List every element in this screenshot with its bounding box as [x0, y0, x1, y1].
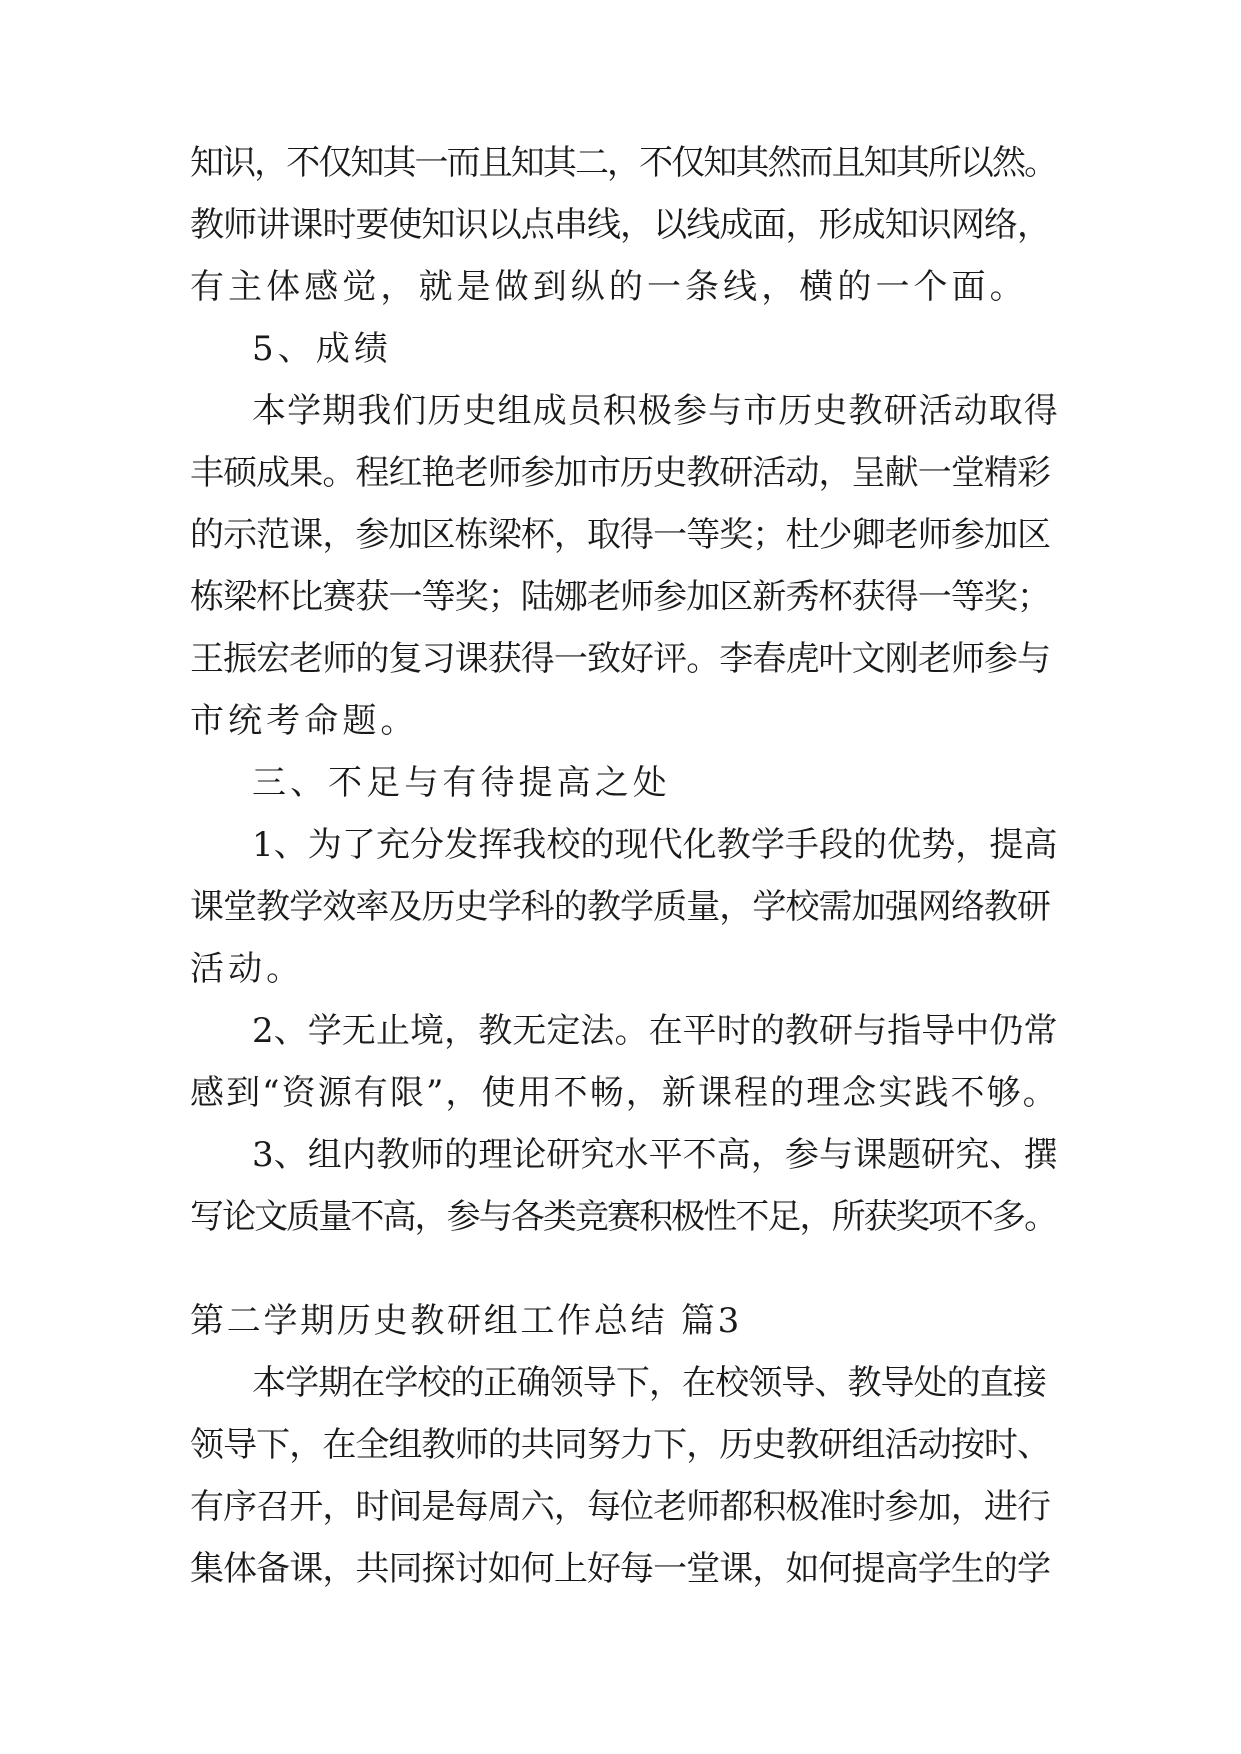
text-line: 活动。	[190, 949, 305, 989]
text-line: 集体备课，共同探讨如何上好每一堂课，如何提高学生的学	[190, 1549, 1051, 1589]
text-line: 栋梁杯比赛获一等奖；陆娜老师参加区新秀杯获得一等奖；	[190, 577, 1051, 617]
article-title: 第二学期历史教研组工作总结 篇3	[190, 1301, 742, 1341]
section-heading: 三、不足与有待提高之处	[252, 763, 671, 803]
text-line: 知识，不仅知其一而且知其二，不仅知其然而且知其所以然。	[190, 143, 1057, 183]
text-line: 的示范课，参加区栋梁杯，取得一等奖；杜少卿老师参加区	[190, 515, 1051, 555]
section-heading: 5、成绩	[252, 329, 392, 369]
text-line: 写论文质量不高，参与各类竞赛积极性不足，所获奖项不多。	[190, 1197, 1057, 1237]
text-line: 本学期我们历史组成员积极参与市历史教研活动取得	[252, 391, 1059, 431]
text-line: 3、组内教师的理论研究水平不高，参与课题研究、撰	[252, 1135, 1058, 1175]
text-line: 1、为了充分发挥我校的现代化教学手段的优势，提高	[252, 825, 1058, 865]
text-line: 市统考命题。	[190, 701, 419, 741]
text-line: 课堂教学效率及历史学科的教学质量，学校需加强网络教研	[190, 887, 1051, 927]
text-line: 本学期在学校的正确领导下，在校领导、教导处的直接	[252, 1363, 1046, 1403]
text-line: 感到“资源有限”，使用不畅，新课程的理念实践不够。	[190, 1073, 1059, 1113]
text-line: 领导下，在全组教师的共同努力下，历史教研组活动按时、	[190, 1425, 1051, 1465]
text-line: 王振宏老师的复习课获得一致好评。李春虎叶文刚老师参与	[190, 639, 1051, 679]
text-line: 有序召开，时间是每周六，每位老师都积极准时参加，进行	[190, 1487, 1051, 1527]
text-line: 教师讲课时要使知识以点串线，以线成面，形成知识网络，	[190, 205, 1051, 245]
text-line: 2、学无止境，教无定法。在平时的教研与指导中仍常	[252, 1011, 1058, 1051]
text-line: 丰硕成果。程红艳老师参加市历史教研活动，呈献一堂精彩	[190, 453, 1051, 493]
text-line: 有主体感觉，就是做到纵的一条线，横的一个面。	[190, 267, 1028, 307]
